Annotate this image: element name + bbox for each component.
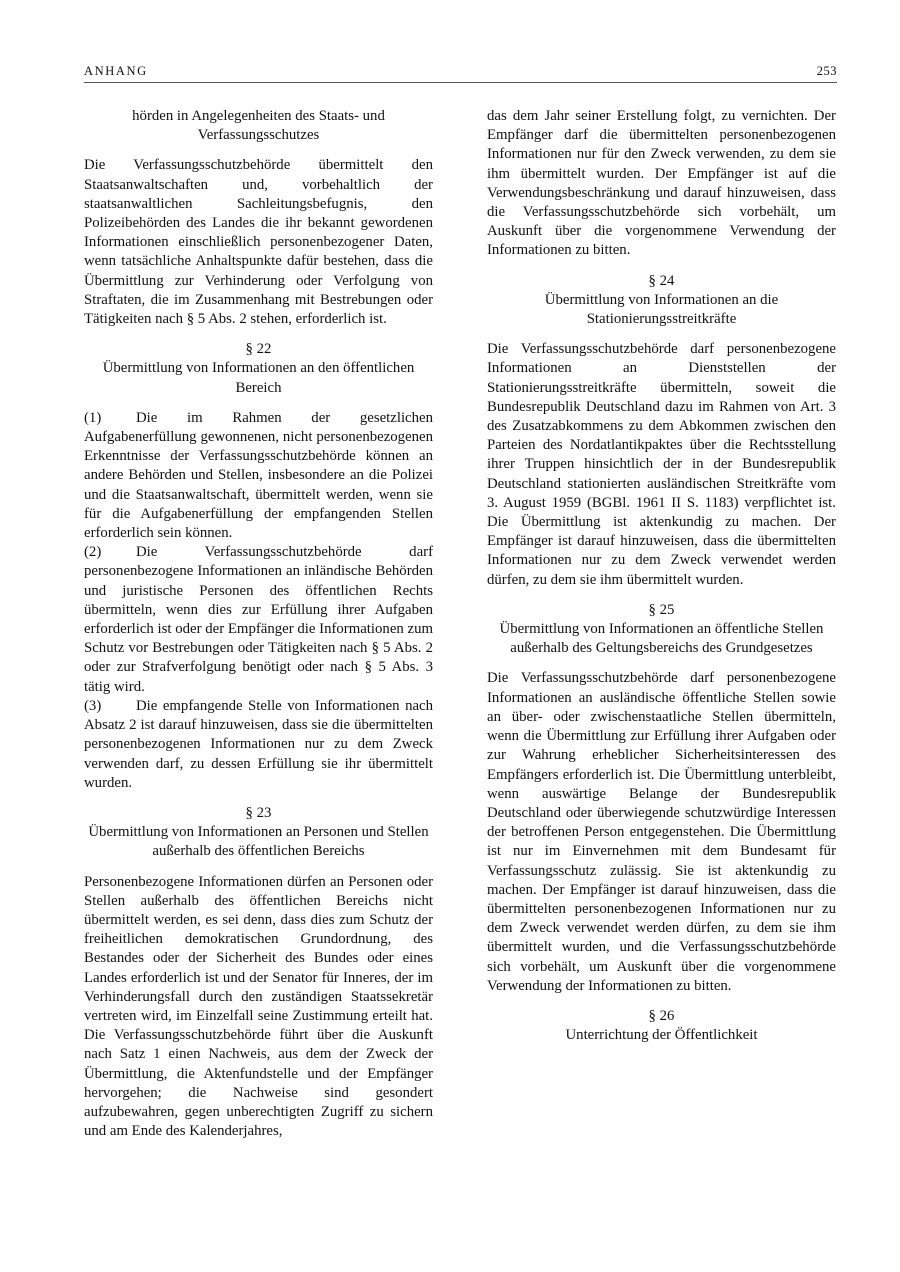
section-23-title: Übermittlung von Informationen an Personen und Stellen außerhalb des öffentlichen Bereichs (88, 824, 429, 860)
section-26-title: Unterrichtung der Öffentlichkeit (565, 1027, 758, 1044)
section-24-paragraph: Die Verfassungsschutzbehörde darf personenbezogene Informationen an Dienststellen der Stationierungsstreitkräfte übermitteln, soweit die Bundesrepublik Deutschland dazu im Rahmen von Art. 3 des Zusatzabkommens zu dem Abkommen zwischen den Parteien des Nordatlantikpaktes über die Rechtsstellung ihrer Truppen hinsichtlich der in der Bundesrepublik Deutschland stationierten ausländischen Streitkräfte vom 3. August 1959 (BGBl. 1961 II S. 1183) verpflichtet ist. Die Übermittlung ist aktenkundig zu machen. Der Empfänger ist darauf hinzuweisen, dass die übermittelten Informationen nur zu dem Zweck verwendet werden dürfen, zu dem sie ihm übermittelt wurden. (487, 341, 836, 588)
paragraph-text: Die im Rahmen der gesetzlichen Aufgabenerfüllung gewonnenen, nicht personenbezogenen Erkenntnisse der Verfassungsschutzbehörde können an andere Behörden und Stellen, insbesondere an die Polizei und die Staatsanwaltschaft, übermittelt werden, wenn sie für die Aufgabenerfüllung der empfangenden Stellen erforderlich sein können. (84, 409, 433, 542)
section-26-number: § 26 (648, 1007, 675, 1024)
paragraph-text: Die empfangende Stelle von Informationen nach Absatz 2 ist darauf hinzuweisen, dass sie die übermittelten personenbezogenen Informationen nur zu dem Zweck verwenden darf, zu dessen Erfüllung sie ihr übermittelt wurden. (84, 697, 433, 791)
paragraph-number: (3) (84, 697, 102, 714)
section-25-paragraph: Die Verfassungsschutzbehörde darf personenbezogene Informationen an ausländische öffentliche Stellen sowie an über- oder zwischenstaatliche Stellen übermitteln, wenn die Übermittlung zur Erfüllung ihrer Aufgaben oder zur Wahrung erheblicher Sicherheitsinteressen des Empfängers erforderlich ist. Die Übermittlung unterbleibt, wenn auswärtige Belange der Bundesrepublik Deutschland oder überwiegende schutzwürdige Interessen der betroffenen Person entgegenstehen. Die Übermittlung ist nur im Einvernehmen mit dem Bundesamt für Verfassungsschutz zulässig. Sie ist aktenkundig zu machen. Der Empfänger ist darauf hinzuweisen, dass die übermittelten personenbezogenen Informationen nur zu dem Zweck verwendet werden dürfen, zu dem sie ihm übermittelt wurden, und die Verfassungsschutzbehörde sich vorbehält, um Auskunft über die vorgenommene Verwendung der Informationen zu bitten. (487, 670, 836, 994)
section-22-number: § 22 (245, 341, 272, 358)
intro-heading: hörden in Angelegenheiten des Staats- und Verfassungsschutzes (132, 108, 385, 144)
right-column (487, 107, 836, 1045)
paragraph-number: (1) (84, 409, 102, 426)
section-23-paragraph: Personenbezogene Informationen dürfen an Personen oder Stellen außerhalb des öffentlichen Bereichs nicht übermittelt werden, es sei denn, dass dies zum Schutz der freiheitlichen demokratischen Grundordnung, des Bestandes oder der Sicherheit des Bundes oder eines Landes erforderlich ist und der Senator für Inneres, der im Verhinderungsfall durch den zuständigen Staatssekretär vertreten wird, im Einzelfall seine Zustimmung erteilt hat. Die Verfassungsschutzbehörde führt über die Auskunft nach Satz 1 einen Nachweis, aus dem der Zweck der Übermittlung, die Aktenfundstelle und der Empfänger hervorgehen; die Nachweise sind gesondert aufzubewahren, gegen unberechtigten Zugriff zu sichern und am Ende des Kalenderjahres, (84, 873, 433, 1140)
section-25-title: Übermittlung von Informationen an öffentliche Stellen außerhalb des Geltungsbereichs des Grundgesetzes (499, 621, 824, 657)
left-column (84, 107, 433, 1141)
continuation-paragraph: das dem Jahr seiner Erstellung folgt, zu vernichten. Der Empfänger darf die übermittelten personenbezogenen Informationen nur für den Zweck verwenden, zu dem sie ihm übermittelt wurden. Der Empfänger ist auf die Verwendungsbeschränkung und darauf hinzuweisen, dass die Verfassungsschutzbehörde sich vorbehält, um Auskunft über die vorgenommene Verwendung der Informationen zu bitten. (487, 108, 836, 259)
intro-paragraph: Die Verfassungsschutzbehörde übermittelt den Staatsanwaltschaften und, vorbehaltlich der staatsanwaltlichen Sachleitungsbefugnis, den Polizeibehörden des Landes die ihr bekannt gewordenen Informationen einschließlich personenbezogener Daten, wenn tatsächliche Anhaltspunkte dafür bestehen, dass die Übermittlung zur Verhinderung oder Verfolgung von Straftaten, die im Zusammenhang mit Bestrebungen oder Tätigkeiten nach § 5 Abs. 2 stehen, erforderlich ist. (84, 157, 433, 328)
page-number: 253 (816, 64, 837, 78)
section-22-title: Übermittlung von Informationen an den öffentlichen Bereich (102, 360, 415, 396)
section-22-paragraph-1 (84, 409, 433, 543)
header-section-title: ANHANG (84, 64, 148, 78)
paragraph-number: (2) (84, 544, 102, 561)
paragraph-text: Die Verfassungsschutzbehörde darf personenbezogene Informationen an inländische Behörden und juristische Personen des öffentlichen Rechts übermitteln, wenn dies zur Erfüllung ihrer Aufgaben erforderlich ist oder der Empfänger die Informationen zum Schutz vor Bestrebungen oder Tätigkeiten nach § 5 Abs. 2 oder zur Strafverfolgung benötigt oder nach § 5 Abs. 3 tätig wird. (84, 544, 433, 695)
section-22-paragraph-2 (84, 543, 433, 697)
section-23-number: § 23 (245, 804, 272, 821)
section-22-paragraph-3 (84, 697, 433, 793)
section-24-title: Übermittlung von Informationen an die Stationierungsstreitkräfte (544, 291, 779, 328)
section-24-number: § 24 (648, 272, 675, 289)
running-header (84, 62, 837, 83)
section-25-number: § 25 (648, 601, 675, 618)
